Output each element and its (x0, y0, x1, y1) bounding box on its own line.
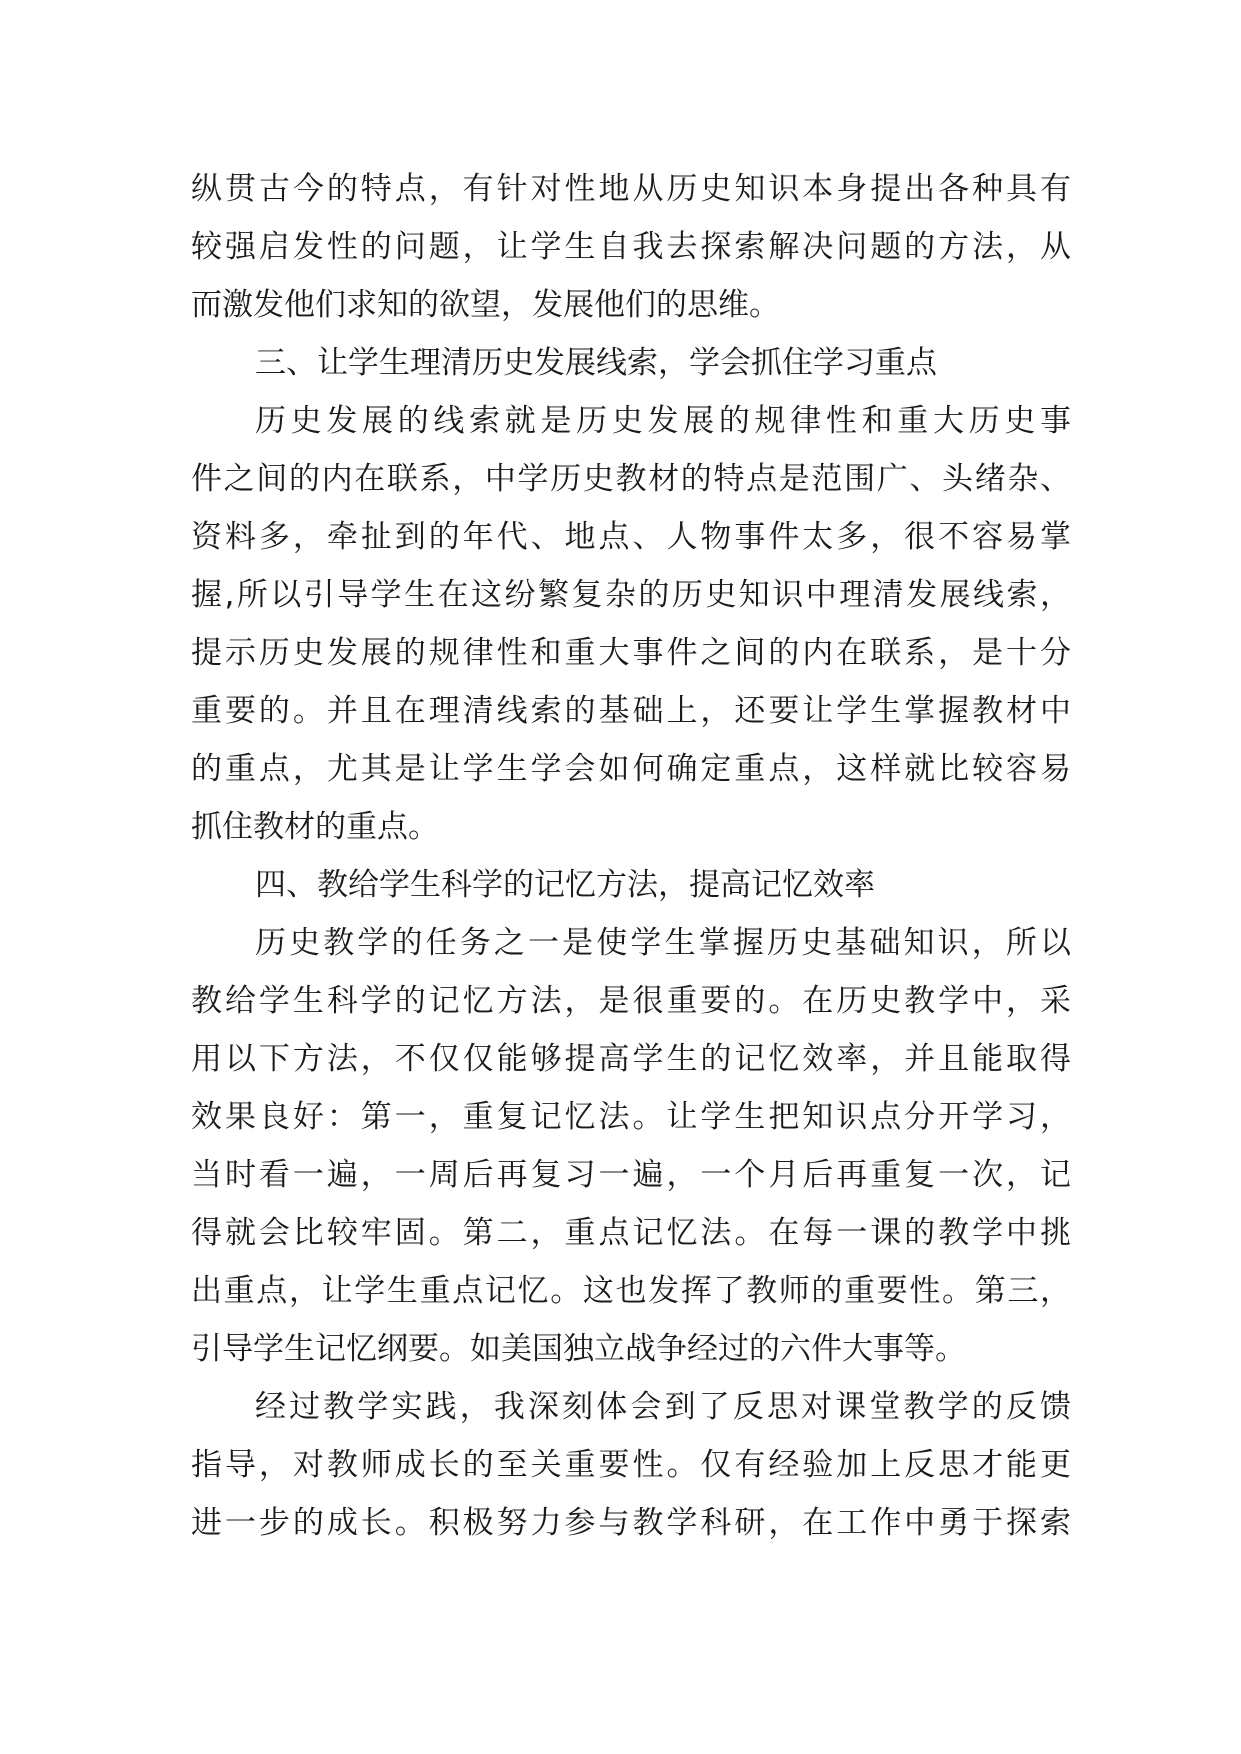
paragraph-1-line-2: 较强启发性的问题，让学生自我去探索解决问题的方法，从 (191, 229, 1071, 265)
paragraph-1-line-1: 纵贯古今的特点，有针对性地从历史知识本身提出各种具有 (191, 171, 1071, 207)
section-heading-4: 四、教给学生科学的记忆方法，提高记忆效率 (255, 867, 875, 903)
paragraph-3-line-7: 出重点，让学生重点记忆。这也发挥了教师的重要性。第三， (191, 1273, 1071, 1309)
paragraph-1-line-3: 而激发他们求知的欲望，发展他们的思维。 (191, 287, 780, 323)
paragraph-4-line-3: 进一步的成长。积极努力参与教学科研，在工作中勇于探索 (191, 1505, 1071, 1541)
paragraph-2-line-5: 提示历史发展的规律性和重大事件之间的内在联系，是十分 (191, 635, 1071, 671)
section-heading-3: 三、让学生理清历史发展线索，学会抓住学习重点 (255, 345, 937, 381)
paragraph-2-line-2: 件之间的内在联系，中学历史教材的特点是范围广、头绪杂、 (191, 461, 1071, 497)
paragraph-2-line-7: 的重点，尤其是让学生学会如何确定重点，这样就比较容易 (191, 751, 1071, 787)
paragraph-3-line-2: 教给学生科学的记忆方法，是很重要的。在历史教学中，采 (191, 983, 1071, 1019)
paragraph-3-line-8: 引导学生记忆纲要。如美国独立战争经过的六件大事等。 (191, 1331, 966, 1367)
paragraph-3-line-3: 用以下方法，不仅仅能够提高学生的记忆效率，并且能取得 (191, 1041, 1071, 1077)
paragraph-4-line-2: 指导，对教师成长的至关重要性。仅有经验加上反思才能更 (191, 1447, 1071, 1483)
paragraph-3-line-5: 当时看一遍，一周后再复习一遍，一个月后再重复一次，记 (191, 1157, 1071, 1193)
paragraph-3-line-4: 效果良好：第一，重复记忆法。让学生把知识点分开学习， (191, 1099, 1071, 1135)
paragraph-2-line-6: 重要的。并且在理清线索的基础上，还要让学生掌握教材中 (191, 693, 1071, 729)
paragraph-3-line-6: 得就会比较牢固。第二，重点记忆法。在每一课的教学中挑 (191, 1215, 1071, 1251)
paragraph-2-line-1: 历史发展的线索就是历史发展的规律性和重大历史事 (255, 403, 1071, 439)
document-body (191, 160, 1071, 1552)
paragraph-3-line-1: 历史教学的任务之一是使学生掌握历史基础知识，所以 (255, 925, 1071, 961)
paragraph-4-line-1: 经过教学实践，我深刻体会到了反思对课堂教学的反馈 (255, 1389, 1071, 1425)
paragraph-2-line-3: 资料多，牵扯到的年代、地点、人物事件太多，很不容易掌 (191, 519, 1071, 555)
paragraph-2-line-8: 抓住教材的重点。 (191, 809, 439, 845)
paragraph-2-line-4: 握,所以引导学生在这纷繁复杂的历史知识中理清发展线索， (191, 577, 1071, 613)
